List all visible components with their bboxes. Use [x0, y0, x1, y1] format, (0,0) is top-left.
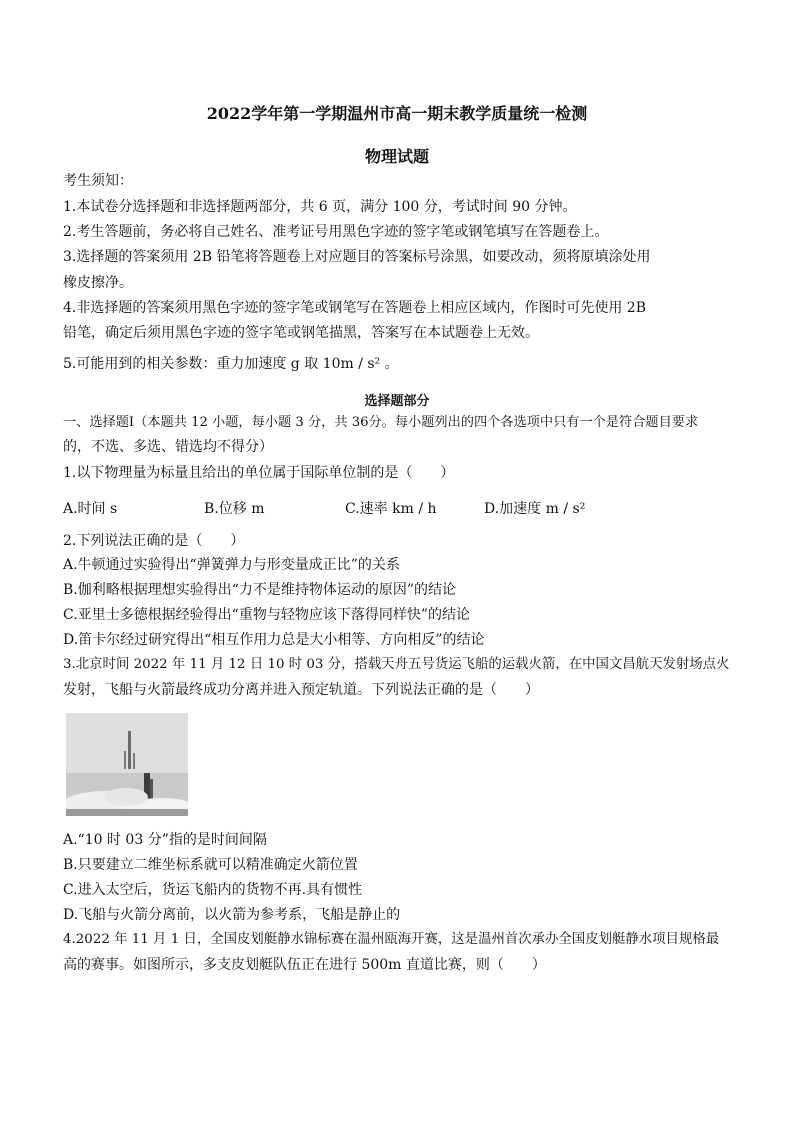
notice-item: 铅笔，确定后须用黑色字迹的签字笔或钢笔描黑，答案写在本试题卷上无效。 [63, 325, 539, 341]
option-1c: C.速率 km / h [345, 501, 437, 517]
notice-item: 5.可能用到的相关参数：重力加速度 g 取 10m / s² 。 [63, 356, 399, 372]
question-stem-3: 3.北京时间 2022 年 11 月 12 日 10 时 03 分，搭载天舟五号货运飞船的运载火箭，在中国文昌航天发射场点火 [63, 657, 730, 672]
question-stem-1: 1.以下物理量为标量且给出的单位属于国际单位制的是（ ） [63, 465, 455, 481]
notice-heading: 考生须知： [63, 173, 133, 189]
option-1b: B.位移 m [204, 501, 265, 517]
notice-item: 1.本试卷分选择题和非选择题两部分，共 6 页，满分 100 分，考试时间 90 分钟。 [63, 199, 577, 215]
question-stem-4: 4.2022 年 11 月 1 日，全国皮划艇静水锦标赛在温州瓯海开赛，这是温州首次承办全国皮划艇静水项目规格最 [63, 932, 720, 947]
section-intro: 一、选择题Ⅰ（本题共 12 小题，每小题 3 分，共 36分。每小题列出的四个各选项中只有一个是符合题目要求 [63, 415, 699, 430]
rocket-launch-photo [66, 713, 188, 816]
option-3b: B.只要建立二维坐标系就可以精准确定火箭位置 [63, 857, 358, 873]
rocket-launch-image [66, 713, 188, 816]
question-stem-3-cont: 发射，飞船与火箭最终成功分离并进入预定轨道。下列说法正确的是（ ） [63, 682, 539, 698]
notice-item: 2.考生答题前，务必将自己姓名、准考证号用黑色字迹的签字笔或钢笔填写在答题卷上。 [63, 224, 609, 240]
option-1d: D.加速度 m / s² [484, 501, 586, 517]
exam-subtitle: 物理试题 [364, 147, 429, 166]
notice-item: 3.选择题的答案须用 2B 铅笔将答题卷上对应题目的答案标号涂黑，如要改动，须将原填涂处用 [63, 249, 651, 265]
question-stem-2: 2.下列说法正确的是（ ） [63, 533, 245, 549]
option-2b: B.伽利略根据理想实验得出“力不是维持物体运动的原因”的结论 [63, 582, 457, 598]
option-1a: A.时间 s [63, 501, 118, 517]
section-title: 选择题部分 [364, 394, 430, 409]
option-3a: A.“10 时 03 分”指的是时间间隔 [63, 832, 267, 848]
section-intro: 的，不选、多选、错选均不得分） [63, 439, 273, 455]
notice-item: 橡皮擦净。 [63, 275, 133, 291]
option-2c: C.亚里士多德根据经验得出“重物与轻物应该下落得同样快”的结论 [63, 607, 470, 623]
question-stem-4-cont: 高的赛事。如图所示，多支皮划艇队伍正在进行 500m 直道比赛，则（ ） [63, 957, 546, 973]
option-3c: C.进入太空后，货运飞船内的货物不再.具有惯性 [63, 882, 363, 898]
notice-item: 4.非选择题的答案须用黑色字迹的签字笔或钢笔写在答题卷上相应区域内，作图时可先使用 2B [63, 300, 647, 316]
option-2a: A.牛顿通过实验得出“弹簧弹力与形变量成正比”的关系 [63, 557, 400, 573]
option-2d: D.笛卡尔经过研究得出“相互作用力总是大小相等、方向相反”的结论 [63, 632, 485, 648]
exam-title: 2022学年第一学期温州市高一期末教学质量统一检测 [206, 104, 588, 123]
option-3d: D.飞船与火箭分离前，以火箭为参考系，飞船是静止的 [63, 907, 401, 923]
